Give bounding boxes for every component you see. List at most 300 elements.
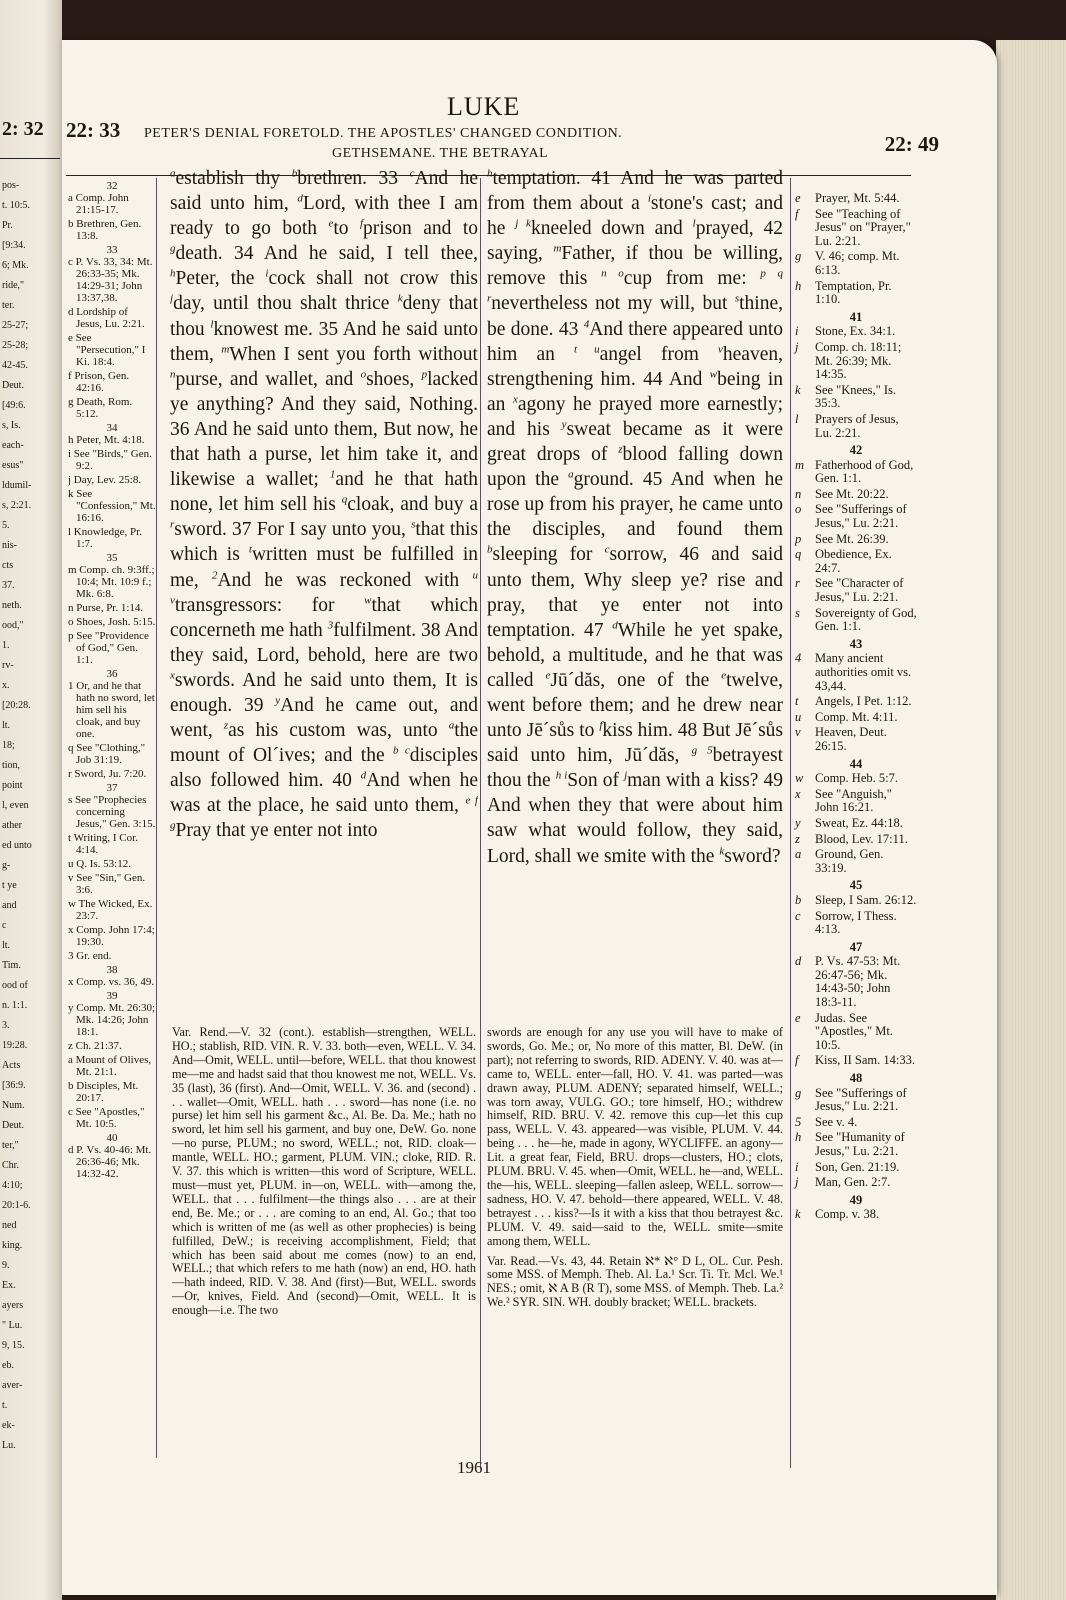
reference-text: See "Humanity of Jesus," Lu. 2:21.: [815, 1130, 905, 1158]
verse-text: thine, be done. 43: [487, 293, 783, 340]
cross-reference-marker: g: [170, 242, 176, 255]
reference-key: j: [795, 339, 799, 354]
column-divider: [480, 178, 481, 1468]
reference-text: See Mt. 20:22.: [815, 486, 889, 501]
facing-page-fragment: ter.: [2, 300, 15, 311]
variant-renderings-col2: [487, 1026, 783, 1496]
reference-entry: [795, 1161, 917, 1175]
scripture-column-2: [487, 166, 783, 1016]
facing-page-fragment: g-: [2, 860, 11, 871]
reference-text: Comp. Mt. 4:11.: [815, 709, 898, 724]
verse-text: deny that thou: [170, 293, 478, 340]
cross-reference-marker: g 5: [691, 744, 713, 757]
reference-verse-number: 40: [106, 1132, 118, 1144]
reference-text: See v. 4.: [815, 1114, 858, 1129]
verse-text: swords. And he said unto them, It is enough.: [170, 669, 478, 716]
cross-reference-marker: h: [170, 267, 176, 280]
facing-page-fragment: 25-27;: [2, 320, 29, 331]
cross-reference-marker: s: [411, 518, 416, 531]
verse-text: day, until thou shalt thrice: [173, 293, 398, 315]
reference-key: e: [795, 191, 801, 205]
reference-entry: [795, 1176, 917, 1190]
reference-entry: [795, 325, 917, 339]
scripture-column-1: [170, 166, 478, 1016]
cross-reference-marker: i: [647, 192, 651, 205]
verse-text: angel from: [599, 343, 719, 365]
reference-key: b: [795, 892, 802, 907]
reference-text: Prayer, Mt. 5:44.: [815, 191, 900, 205]
reference-text: Ground, Gen. 33:19.: [815, 847, 884, 875]
cross-reference-marker: f: [599, 719, 603, 732]
facing-page-fragment: 3.: [2, 1020, 10, 1031]
verse-text: 35 And he said unto them,: [170, 318, 478, 365]
verse-text: Lord, with thee I am ready to go both: [170, 193, 478, 240]
facing-page-fragment: " Lu.: [2, 1320, 23, 1331]
reference-verse-number: 34: [106, 422, 118, 434]
facing-page-fragment: lt.: [2, 940, 11, 951]
facing-page-fragment: 9, 15.: [2, 1340, 25, 1351]
facing-page-fragment: king.: [2, 1240, 23, 1251]
facing-page-fragment: ed unto: [2, 840, 32, 851]
reference-entry: [795, 894, 917, 908]
cross-reference-marker: e f g: [170, 794, 478, 832]
cross-reference-marker: p: [421, 368, 428, 381]
facing-page-fragment: 1.: [2, 640, 10, 651]
verse-text: When I sent you forth without: [229, 343, 478, 365]
cross-reference-marker: j k: [515, 217, 531, 230]
notes-text: Var. Rend.—V. 32 (cont.). establish—strengthen, WELL. HO.; stablish, RID. VIN. R. V. 33. both—even, WELL. V. 34. And—Omit, WELL. until—before, WELL. that thou knowest me—me and hadst said that thou knowest me not, WELL. Vs. 35 (last), 36 (first). And—Omit, WELL. V. 36. and (second) . . . wallet—Omit, WELL. hath . . . sword—has none (i.e. no purse) let him sell his garment &c., Al. Be. Da. Me.; hath no sword, let him sell his garment, and buy one, DeW. Go. none—no purse, PLUM.; no sword, WELL.; not, RID. cloak—mantle, WELL. HO.; garment, PLUM. VIN.; cloke, RID. R. V. 37. this which is written—this word of Scripture, WELL. must—must yet, PLUM. in—on, WELL. with—among the, WELL. that . . . fulfilment—the things also . . . are at their end, Be. Me.; or . . . are coming to an end, Al. Go.; that too which is written of me (as well as other prophecies) is being fulfilled, DeW.; is receiving accomplishment, Field; that which has been said about me comes (now) to an end, WELL.; that which refers to me hath (now) an end, HO. hath—hath indeed, RID. V. 38. And (first)—But, WELL. swords—Or, knives, Field. And (second)—Omit, WELL. It is enough—i.e. The two: [172, 1026, 476, 1318]
facing-page-fragment: point: [2, 780, 23, 791]
reference-entry: [795, 503, 917, 530]
reference-entry: x Comp. John 17:4; 19:30.: [68, 924, 155, 948]
reference-text: Comp. ch. 18:11; Mt. 26:39; Mk. 14:35.: [815, 339, 902, 382]
reference-key: f: [795, 206, 799, 221]
reference-key: a: [795, 847, 802, 862]
reference-entry: j Day, Lev. 25:8.: [68, 474, 142, 486]
verse-text: 39: [244, 694, 276, 716]
cross-reference-marker: z: [223, 719, 229, 732]
reference-verse-number: 44: [849, 756, 863, 771]
facing-page-fragment: 18;: [2, 740, 15, 751]
reference-entry: [795, 548, 917, 575]
cross-reference-marker: z: [618, 443, 623, 456]
cross-reference-marker: h: [487, 167, 493, 180]
facing-page-rule: [0, 158, 60, 159]
verse-text: cock shall not crow this: [268, 268, 478, 290]
cross-reference-marker: a: [568, 468, 574, 481]
reference-text: See "Anguish," John 16:21.: [815, 786, 892, 815]
reference-verse-number: 32: [106, 180, 118, 192]
cross-reference-marker: j: [170, 292, 174, 305]
reference-key: h: [795, 278, 802, 293]
verse-text: that this which is: [170, 519, 478, 566]
reference-text: Heaven, Deut. 26:15.: [815, 725, 887, 753]
facing-page-fragment: each-: [2, 440, 24, 451]
verse-text: purse, and wallet, and: [175, 368, 361, 390]
facing-page-fragment: t ye: [2, 880, 17, 891]
chapter-verse-right: 22: 49: [884, 132, 939, 156]
cross-reference-marker: w: [364, 594, 372, 607]
facing-page-fragment: s, 2:21.: [2, 500, 32, 511]
cross-reference-marker: w: [709, 368, 718, 381]
verse-text: death. 34 And he said, I tell thee,: [175, 243, 478, 265]
cross-reference-marker: l: [692, 217, 696, 230]
cross-reference-marker: u v: [170, 569, 478, 607]
reference-key: c: [795, 908, 801, 923]
reference-key: j: [795, 1175, 799, 1190]
verse-text: establish thy: [175, 168, 292, 189]
facing-page-fragment: ned: [2, 1220, 17, 1231]
cross-reference-marker: 4: [583, 318, 590, 331]
reference-text: Sleep, I Sam. 26:12.: [815, 892, 917, 907]
facing-page-fragment: t. 10:5.: [2, 200, 31, 211]
verse-text: betrayest thou the: [487, 745, 783, 792]
reference-verse-number: 38: [106, 964, 118, 976]
reference-entry: [795, 413, 917, 440]
verse-text: stone's cast; and he: [487, 193, 783, 240]
cross-reference-marker: t: [248, 543, 252, 556]
facing-page-fragment: lt.: [2, 720, 11, 731]
reference-key: 4: [795, 651, 802, 666]
cross-reference-marker: n o: [601, 267, 624, 280]
facing-page-fragment: 4:10;: [2, 1180, 23, 1191]
reference-entry: e See "Persecution," I Ki. 18:4.: [68, 332, 146, 368]
verse-text: the mount of Ol´ives; and the: [170, 720, 478, 767]
reference-entry: [795, 1054, 917, 1068]
reference-key: r: [795, 576, 800, 591]
reference-key: i: [795, 1159, 799, 1174]
cross-reference-marker: k: [397, 292, 403, 305]
reference-entry: t Writing, I Cor. 4:14.: [68, 832, 138, 856]
facing-page-fragment: 5.: [2, 520, 10, 531]
cross-reference-marker: l: [210, 318, 214, 331]
cross-reference-marker: b c: [393, 744, 410, 757]
reference-entry: [795, 1208, 917, 1222]
facing-page-fragment: Acts: [2, 1060, 21, 1071]
reference-entry: m Comp. ch. 9:3ff.; 10:4; Mt. 10:9 f.; Mk. 6:8.: [68, 564, 155, 600]
page-block-edge: [996, 40, 1066, 1600]
facing-page-fragment: 37.: [2, 580, 15, 591]
facing-page-fragment: Chr.: [2, 1160, 19, 1171]
reference-entry: [795, 726, 917, 753]
reference-text: Judas. See "Apostles," Mt. 10:5.: [815, 1010, 893, 1052]
header-topic-line-1: PETER'S DENIAL FORETOLD. THE APOSTLES' CHANGED CONDITION.: [144, 126, 623, 141]
reference-text: Son, Gen. 21:19.: [815, 1159, 900, 1174]
cross-reference-marker: h i: [555, 769, 568, 782]
cross-reference-marker: 2: [212, 569, 218, 581]
right-reference-column: [795, 192, 917, 1224]
cross-reference-marker: k: [719, 845, 725, 858]
cross-reference-marker: y: [561, 418, 567, 431]
verse-text: written must be fulfilled in me,: [170, 544, 478, 591]
cross-reference-marker: 1: [329, 468, 336, 481]
verse-text: sweat became as it were great drops of: [487, 418, 783, 466]
reference-entry: [795, 833, 917, 847]
cross-reference-marker: c: [604, 543, 610, 556]
reference-entry: [795, 955, 917, 1009]
facing-page-fragment: ek-: [2, 1420, 15, 1431]
reference-entry: [795, 711, 917, 725]
cross-reference-marker: b: [291, 167, 298, 180]
verse-text: Peter, the: [175, 268, 266, 290]
verse-text: While he yet spake, behold, a multitude, and he that was called: [487, 619, 783, 691]
reference-entry: b Disciples, Mt. 20:17.: [68, 1080, 139, 1104]
reference-entry: c P. Vs. 33, 34: Mt. 26:33-35; Mk. 14:29-31; John 13:37,38.: [68, 256, 153, 304]
facing-page-fragment: [9:34.: [2, 240, 26, 251]
facing-page-fragment: Num.: [2, 1100, 25, 1111]
verse-text: And there appeared unto him an: [487, 318, 783, 365]
reference-key: h: [795, 1130, 802, 1145]
reference-entry: [795, 652, 917, 693]
verse-text: kiss him. 48 But Jē´sůs said unto him, Jū´dăs,: [487, 720, 783, 767]
facing-page-fragment: c: [2, 920, 7, 931]
verse-text: knowest me.: [213, 318, 319, 340]
facing-page-fragment: Lu.: [2, 1440, 16, 1451]
reference-entry: [795, 280, 917, 307]
verse-text: Jū´dăs, one of the: [550, 669, 722, 691]
reference-key: u: [795, 709, 802, 724]
reference-text: Comp. v. 38.: [815, 1207, 880, 1222]
reference-entry: k See "Confession," Mt. 16:16.: [68, 488, 156, 524]
reference-entry: [795, 577, 917, 604]
reference-entry: [795, 250, 917, 277]
verse-text: and he that hath none, let him sell his: [170, 469, 478, 516]
reference-entry: [795, 1087, 917, 1114]
reference-entry: f Prison, Gen. 42:16.: [68, 370, 130, 394]
facing-page-fragment: aver-: [2, 1380, 23, 1391]
facing-page-fragment: ood,": [2, 620, 24, 631]
cross-reference-marker: x: [170, 669, 175, 682]
reference-entry: [795, 607, 917, 634]
cross-reference-marker: f: [359, 217, 364, 230]
verse-text: disciples also followed him. 40: [170, 745, 478, 792]
reference-key: o: [795, 502, 802, 517]
reference-key: 5: [795, 1114, 802, 1129]
reference-entry: 1 Or, and he that hath no sword, let him sell his cloak, and buy one.: [68, 680, 155, 740]
facing-page-fragment: n. 1:1.: [2, 1000, 28, 1011]
reference-text: V. 46; comp. Mt. 6:13.: [815, 249, 900, 277]
verse-text: And when he was at the place, he said unto them,: [170, 770, 478, 817]
reference-text: Man, Gen. 2:7.: [815, 1175, 891, 1190]
reference-key: p: [795, 531, 802, 546]
verse-text: Pray that ye enter not into: [175, 820, 378, 842]
reference-entry: i See "Birds," Gen. 9:2.: [68, 448, 152, 472]
verse-text: brethren. 33: [297, 168, 410, 189]
verse-text: agony he prayed more earnestly; and his: [487, 393, 783, 440]
reference-verse-number: 42: [849, 443, 863, 458]
reference-key: k: [795, 382, 801, 397]
reference-text: See "Character of Jesus," Lu. 2:21.: [815, 576, 904, 605]
reference-entry: [795, 341, 917, 382]
variant-readings: Var. Read.—Vs. 43, 44. Retain ℵ* ℵ° D L, OL. Cur. Pesh. some MSS. of Memph. Theb. Al. La.¹ Scr. Ti. Tr. Mcl. We.¹ NES.; omit, ℵ A B (R T), some MSS. of Memph. Theb. La.² We.² SYR. SIN. WH. doubly bracket; WELL. brackets.: [487, 1253, 783, 1310]
reference-key: g: [795, 1085, 802, 1100]
verse-text: ground. 45 And when he rose up from his prayer, he came unto the disciples, and found them: [487, 469, 783, 541]
reference-key: e: [795, 1010, 801, 1025]
facing-page-fragment: ayers: [2, 1300, 24, 1311]
reference-text: Fatherhood of God, Gen. 1:1.: [815, 457, 914, 486]
verse-text: heaven, strengthening him. 44 And: [487, 343, 783, 390]
left-reference-column: [68, 178, 157, 1458]
reference-entry: [795, 1131, 917, 1158]
reference-text: Sorrow, I Thess. 4:13.: [815, 908, 897, 937]
facing-page-fragment: 25-28;: [2, 340, 29, 351]
reference-text: Sweat, Ez. 44:18.: [815, 815, 903, 830]
reference-text: Prayers of Jesus, Lu. 2:21.: [815, 411, 899, 440]
facing-page-fragment: l, even: [2, 800, 29, 811]
reference-entry: [795, 695, 917, 709]
reference-entry: p See "Providence of God," Gen. 1:1.: [68, 630, 149, 666]
reference-entry: [795, 192, 917, 206]
cross-reference-marker: q: [341, 493, 348, 506]
reference-key: g: [795, 249, 802, 264]
facing-page-fragment: t.: [2, 1400, 8, 1411]
facing-page-fragment: ather: [2, 820, 22, 831]
facing-page-fragment: ldumil-: [2, 480, 32, 491]
notes-text: swords are enough for any use you will have to make of swords, Go. Me.; or, No more of this matter, Bl. DeW. (in part); not referring to swords, RID. ADENY. V. 40. was at—came to, WELL. enter—fall, HO. V. 41. was parted—was drawn away, PLUM. ADENY; separated himself, WELL.; was torn away, VULG. GO.; tore himself, HO.; withdrew himself, RID. BRU. V. 42. remove this cup—let this cup pass, WELL. V. 43. appeared—was visible, PLUM. V. 44. being . . . he—he, made in agony, WYCLIFFE. an agony—Lit. a great fear, Field, BRU. drops—clusters, HO.; clots, PLUM. BRU. V. 45. when—Omit, WELL. he—and, WELL. the—his, WELL. sleeping—fallen asleep, WELL. sorrow—sadness, HO. V. 47. behold—there appeared, WELL. V. 48. betrayest . . . kiss?—Is it with a kiss that thou betrayest &c. PLUM. V. 49. said—said to the, WELL. smite—smite among them, WELL.: [487, 1026, 783, 1248]
reference-entry: r Sword, Ju. 7:20.: [68, 768, 147, 780]
reference-verse-number: 43: [849, 636, 863, 651]
page-number: 1961: [457, 1458, 491, 1477]
facing-page-fragment: 6; Mk.: [2, 260, 29, 271]
reference-entry: z Ch. 21:37.: [68, 1040, 122, 1052]
cross-reference-marker: r: [170, 518, 175, 531]
reference-key: w: [795, 771, 804, 786]
reference-entry: d Lordship of Jesus, Lu. 2:21.: [68, 306, 145, 330]
bible-page: [62, 40, 997, 1595]
cross-reference-marker: a: [448, 719, 455, 732]
reference-text: Blood, Lev. 17:11.: [815, 831, 908, 846]
book-title: LUKE: [447, 92, 521, 121]
verse-text: being in an: [487, 368, 783, 415]
facing-page-fragment: 42-45.: [2, 360, 28, 371]
reference-entry: g Death, Rom. 5:12.: [68, 396, 133, 420]
reference-key: v: [795, 725, 801, 740]
facing-page-fragment: 20:1-6.: [2, 1200, 31, 1211]
cross-reference-marker: c: [409, 167, 415, 180]
reference-entry: [795, 1012, 917, 1053]
reference-text: Stone, Ex. 34:1.: [815, 324, 896, 339]
reference-key: d: [795, 954, 802, 969]
cross-reference-marker: v: [718, 343, 723, 356]
reference-text: Kiss, II Sam. 14:33.: [815, 1053, 915, 1068]
verse-text: nevertheless not my will, but: [491, 293, 735, 315]
cross-reference-marker: x: [512, 393, 518, 406]
reference-entry: a Comp. John 21:15-17.: [68, 192, 129, 216]
reference-entry: [795, 384, 917, 411]
verse-text: sword. 37 For I say unto you,: [174, 519, 412, 541]
cross-reference-marker: j: [624, 769, 628, 782]
reference-text: See "Sufferings of Jesus," Lu. 2:21.: [815, 1085, 907, 1114]
verse-text: as his custom was, unto: [228, 720, 449, 742]
reference-entry: q See "Clothing," Job 31:19.: [68, 742, 146, 766]
facing-page-fragment: Deut.: [2, 380, 24, 391]
verse-text: that which concerneth me hath: [170, 594, 478, 641]
facing-page-fragment: cts: [2, 560, 14, 571]
verse-text: Son of: [567, 770, 625, 792]
reference-entry: h Peter, Mt. 4:18.: [68, 434, 145, 446]
reference-key: n: [795, 486, 802, 501]
reference-key: m: [795, 457, 805, 472]
cross-reference-marker: e: [328, 217, 334, 230]
facing-page-fragment: Ex.: [2, 1280, 16, 1291]
cross-reference-marker: e: [721, 669, 727, 682]
facing-page-fragment: x.: [2, 680, 10, 691]
cross-reference-marker: 3: [327, 619, 334, 632]
cross-reference-marker: o: [360, 368, 367, 381]
facing-page-fragment: ride,": [2, 280, 25, 291]
verse-text: Father, if thou be willing, remove this: [487, 243, 783, 290]
reference-text: Many ancient authorities omit vs. 43,44.: [815, 651, 912, 693]
reference-verse-number: 35: [106, 552, 118, 564]
cross-reference-marker: b: [487, 543, 493, 556]
reference-entry: w The Wicked, Ex. 23:7.: [68, 898, 153, 922]
facing-page-fragment: Deut.: [2, 1120, 24, 1131]
cross-reference-marker: e: [545, 669, 551, 682]
variant-renderings-col1: [172, 1026, 476, 1506]
cross-reference-marker: t u: [574, 343, 600, 356]
reference-verse-number: 33: [106, 244, 118, 256]
reference-entry: v See "Sin," Gen. 3:6.: [68, 872, 146, 896]
verse-text: blood falling down upon the: [487, 444, 783, 491]
facing-page-fragment: tion,: [2, 760, 21, 771]
verse-text: cloak, and buy a: [347, 494, 478, 516]
facing-page-fragment: 19:28.: [2, 1040, 28, 1051]
cross-reference-marker: m: [553, 242, 562, 255]
cross-reference-marker: p q r: [487, 267, 783, 305]
reference-entry: [795, 817, 917, 831]
reference-entry: [795, 1116, 917, 1130]
reference-text: Comp. Heb. 5:7.: [815, 771, 898, 786]
reference-text: Obedience, Ex. 24:7.: [815, 547, 892, 575]
verse-text: And he said unto him,: [170, 168, 478, 215]
verse-text: shoes,: [366, 368, 422, 390]
reference-verse-number: 39: [106, 990, 118, 1002]
cross-reference-marker: d: [297, 192, 303, 205]
reference-key: k: [795, 1207, 801, 1222]
cross-reference-marker: s: [734, 292, 740, 305]
reference-verse-number: 48: [849, 1071, 863, 1086]
reference-key: l: [795, 411, 799, 426]
reference-verse-number: 45: [849, 878, 863, 893]
facing-page-fragment: 9.: [2, 1260, 10, 1271]
facing-page-fragment: and: [2, 900, 17, 911]
verse-text: to: [333, 218, 360, 240]
reference-key: s: [795, 605, 800, 620]
reference-entry: u Q. Is. 53:12.: [68, 858, 131, 870]
facing-page-fragment: [36:9.: [2, 1080, 26, 1091]
facing-page-fragment: ood of: [2, 980, 28, 991]
chapter-verse-left: 22: 33: [66, 118, 121, 142]
reference-entry: o Shoes, Josh. 5:15.: [68, 616, 156, 628]
cross-reference-marker: d: [360, 769, 367, 782]
facing-page-fragment: s, Is.: [2, 420, 21, 431]
verse-text: man with a kiss? 49 And when they that were about him saw what would follow, they said, Lord, shall we smite with the: [487, 770, 783, 867]
verse-text: lacked ye anything? And they said, Nothing. 36 And he said unto them, But now, he that hath a purse, let him take it, and likewise a wallet;: [170, 368, 478, 491]
reference-text: Sovereignty of God, Gen. 1:1.: [815, 605, 917, 634]
reference-entry: l Knowledge, Pr. 1:7.: [68, 526, 142, 550]
reference-key: t: [795, 694, 799, 709]
reference-entry: b Brethren, Gen. 13:8.: [68, 218, 142, 242]
reference-entry: [795, 848, 917, 875]
verse-text: temptation. 41 And he was parted from them about a: [487, 168, 783, 215]
facing-page-fragment: Tim.: [2, 960, 21, 971]
facing-page-fragment: eb.: [2, 1360, 14, 1371]
header-topic-line-2: GETHSEMANE. THE BETRAYAL: [332, 146, 549, 161]
facing-page-edge: [0, 0, 62, 1600]
verse-text: fulfilment. 38 And they said, Lord, behold, here are two: [170, 619, 478, 666]
reference-entry: [795, 772, 917, 786]
reference-verse-number: 36: [106, 668, 118, 680]
